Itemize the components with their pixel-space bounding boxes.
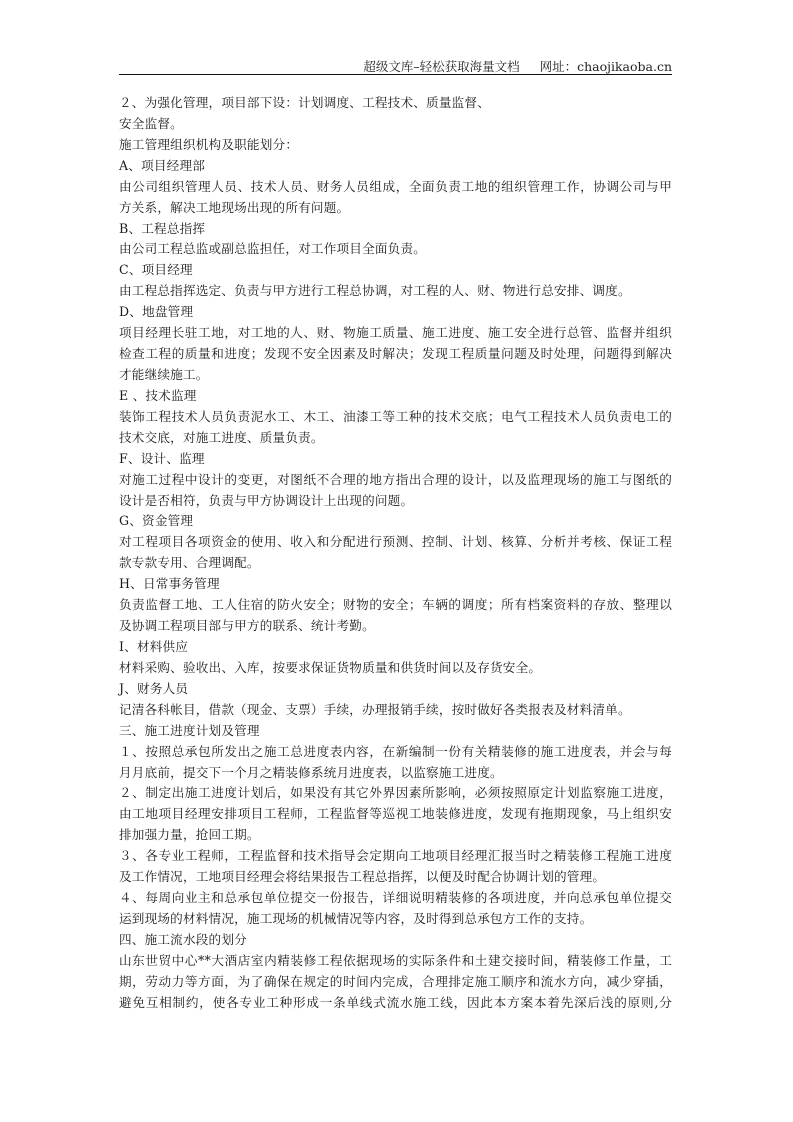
- text-line: 检查工程的质量和进度；发现不安全因素及时解决；发现工程质量问题及时处理，问题得到解决: [119, 346, 672, 362]
- text-line: 期，劳动力等方面，为了确保在规定的时间内完成，合理排定施工顺序和流水方向，减少穿插，: [119, 973, 672, 989]
- text-line: E 、技术监理: [119, 387, 197, 403]
- text-line: 由公司工程总监或副总监担任，对工作项目全面负责。: [119, 241, 427, 257]
- text-line: 装饰工程技术人员负责泥水工、木工、油漆工等工种的技术交底；电气工程技术人员负责电工的: [119, 408, 672, 424]
- text-line: B、工程总指挥: [119, 220, 206, 236]
- text-line: 及协调工程项目部与甲方的联系、统计考勤。: [119, 618, 375, 634]
- text-line: 才能继续施工。: [119, 366, 209, 382]
- text-line: 方关系，解决工地现场出现的所有问题。: [119, 199, 350, 215]
- text-line: J、财务人员: [119, 680, 189, 696]
- text-line: ２、为强化管理，项目部下设：计划调度、工程技术、质量监督、: [119, 95, 491, 110]
- text-line: 运到现场的材料情况，施工现场的机械情况等内容，及时得到总承包方工作的支持。: [119, 910, 593, 926]
- text-line: A、项目经理部: [119, 157, 206, 173]
- text-line: 及工作情况，工地项目经理会将结果报告工程总指挥，以便及时配合协调计划的管理。: [119, 869, 606, 885]
- text-line: 排加强力量，抢回工期。: [119, 827, 260, 843]
- text-line: D、地盘管理: [119, 304, 194, 320]
- text-line: 安全监督。: [119, 115, 183, 131]
- text-line: １、按照总承包所发出之施工总进度表内容，在新编制一份有关精装修的施工进度表，并会与每: [119, 743, 672, 759]
- text-line: F、设计、监理: [119, 450, 205, 466]
- text-line: G、资金管理: [119, 513, 194, 529]
- page-header: [119, 57, 672, 75]
- site-url: 网址：chaojikaoba.cn: [539, 59, 672, 74]
- text-line: H、日常事务管理: [119, 576, 220, 592]
- text-line: ４、每周向业主和总承包单位提交一份报告，详细说明精装修的各项进度，并向总承包单位提交: [119, 890, 672, 906]
- text-line: 避免互相制约，使各专业工种形成一条单线式流水施工线，因此本方案本着先深后浅的原则,分: [119, 994, 672, 1010]
- text-line: 由工地项目经理安排项目工程师，工程监督等巡视工地装修进度，发现有拖期现象，马上组织安: [119, 806, 672, 822]
- text-line: 山东世贸中心**大酒店室内精装修工程依据现场的实际条件和土建交接时间，精装修工作量，工: [119, 952, 672, 968]
- text-line: 对工程项目各项资金的使用、收入和分配进行预测、控制、计划、核算、分析并考核、保证工程: [119, 534, 672, 550]
- text-line: 记清各科帐目，借款（现金、支票）手续，办理报销手续，按时做好各类报表及材料清单。: [119, 701, 631, 717]
- text-line: ３、各专业工程师，工程监督和技术指导会定期向工地项目经理汇报当时之精装修工程施工进度: [119, 848, 672, 864]
- text-line: 由公司组织管理人员、技术人员、财务人员组成，全面负责工地的组织管理工作，协调公司与甲: [119, 178, 672, 194]
- text-line: 材料采购、验收出、入库，按要求保证货物质量和供货时间以及存货安全。: [119, 659, 542, 675]
- header-divider: [119, 74, 672, 75]
- text-line: 技术交底，对施工进度、质量负责。: [119, 429, 324, 445]
- document-body: [119, 93, 672, 1014]
- text-line: 由工程总指挥选定、负责与甲方进行工程总协调，对工程的人、财、物进行总安排、调度。: [119, 283, 631, 299]
- text-line: C、项目经理: [119, 262, 193, 278]
- text-line: 三、施工进度计划及管理: [119, 722, 260, 738]
- text-line: I、材料供应: [119, 638, 189, 654]
- text-line: 款专款专用、合理调配。: [119, 555, 260, 571]
- text-line: 负责监督工地、工人住宿的防火安全；财物的安全；车辆的调度；所有档案资料的存放、整理以: [119, 597, 672, 613]
- text-line: 设计是否相符，负责与甲方协调设计上出现的问题。: [119, 492, 414, 508]
- text-line: 四、施工流水段的划分: [119, 931, 247, 947]
- text-line: 对施工过程中设计的变更，对图纸不合理的地方指出合理的设计，以及监理现场的施工与图纸的: [119, 471, 672, 487]
- site-title: 超级文库–轻松获取海量文档: [363, 59, 520, 74]
- text-line: 月月底前，提交下一个月之精装修系统月进度表，以监察施工进度。: [119, 764, 503, 780]
- text-line: ２、制定出施工进度计划后，如果没有其它外界因素所影响，必须按照原定计划监察施工进度，: [119, 785, 672, 801]
- text-line: 施工管理组织机构及职能划分：: [119, 136, 299, 152]
- text-line: 项目经理长驻工地，对工地的人、财、物施工质量、施工进度、施工安全进行总管、监督并组织: [119, 325, 672, 341]
